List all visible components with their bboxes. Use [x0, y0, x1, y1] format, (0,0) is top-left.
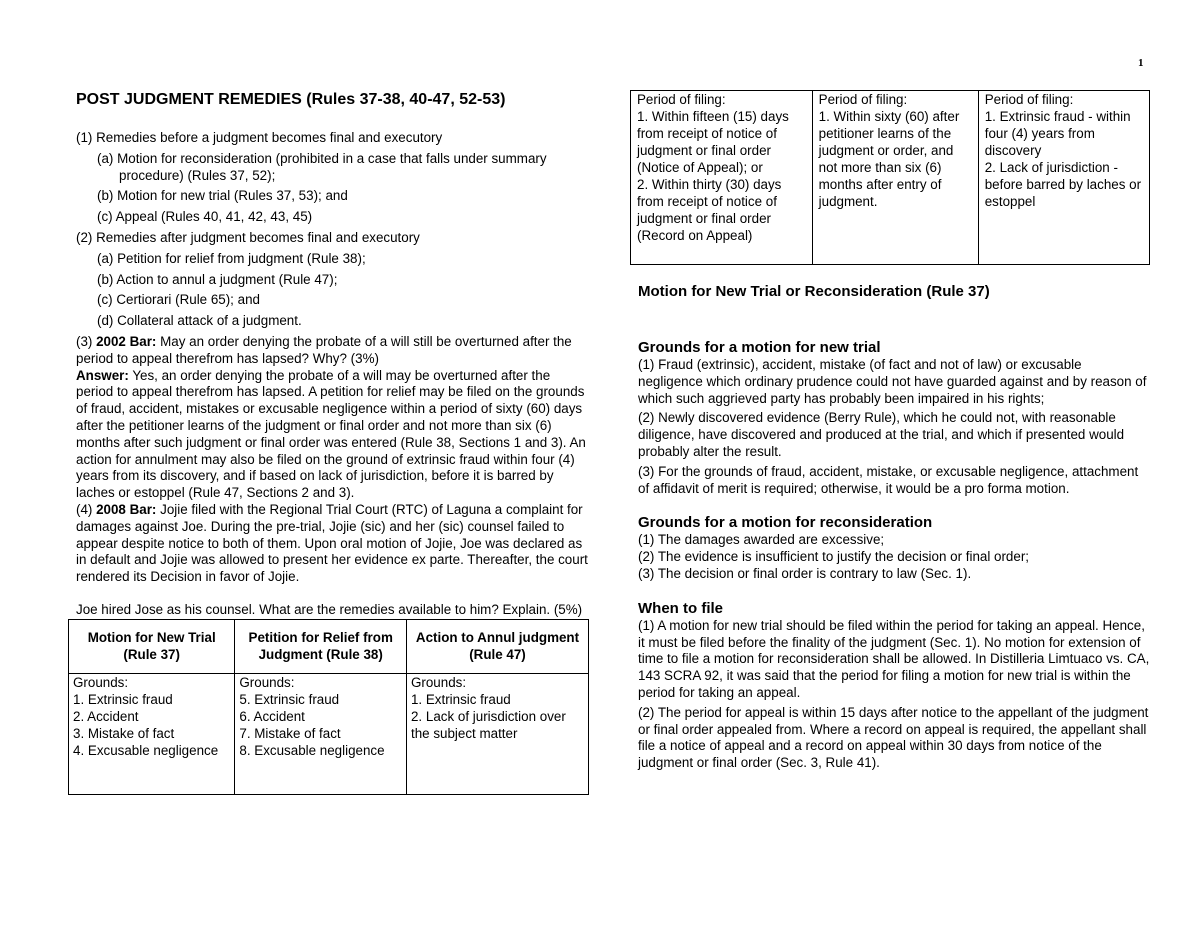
- bar-question-2002: [76, 334, 588, 368]
- paragraph: (1) Fraud (extrinsic), accident, mistake (of fact and not of law) or excusable negligence which ordinary prudence could not have guarded against and by reason of which such aggrieved party has probably been impaired in his rights;: [638, 357, 1147, 406]
- table-cell: [235, 673, 407, 794]
- cell-line: 2. Lack of jurisdiction over the subject matter: [410, 708, 566, 741]
- paragraph: (3) The decision or final order is contrary to law (Sec. 1).: [638, 565, 972, 581]
- paragraph: (3) For the grounds of fraud, accident, mistake, or excusable negligence, attachment of affidavit of merit is required; otherwise, it would be a pro forma motion.: [638, 463, 1139, 496]
- table-header: Motion for New Trial (Rule 37): [69, 619, 235, 673]
- period-cell-new-trial: Period of filing: 1. Within fifteen (15) days from receipt of notice of judgment or final order (Notice of Appeal); or 2. Within thirty (30) days from receipt of notice of judgment or final order (Record on Appeal): [631, 91, 813, 265]
- table-header: Action to Annul judgment (Rule 47): [406, 619, 588, 673]
- cell-line: 3. Mistake of fact: [73, 725, 175, 741]
- question-number: (4): [76, 501, 97, 517]
- left-column: [73, 90, 588, 795]
- answer-label: Answer:: [76, 367, 129, 383]
- remedy-item: (a) Motion for reconsideration (prohibited in a case that falls under summary procedure) (Rules 37, 52);: [97, 150, 547, 183]
- period-cell-annul: Period of filing: 1. Extrinsic fraud - within four (4) years from discovery 2. Lack of jurisdiction - before barred by laches or estoppel: [978, 91, 1149, 265]
- cell-line: 8. Excusable negligence: [239, 742, 385, 758]
- section-heading-when-to-file: When to file: [638, 599, 723, 617]
- remedy-item: (b) Motion for new trial (Rules 37, 53); and: [97, 188, 348, 204]
- cell-line: 5. Extrinsic fraud: [239, 691, 340, 707]
- cell-line: 6. Accident: [239, 708, 305, 724]
- section-heading-reconsideration: Grounds for a motion for reconsideration: [638, 514, 933, 532]
- remedy-item: (a) Petition for relief from judgment (Rule 38);: [97, 250, 366, 266]
- remedy-item: (c) Appeal (Rules 40, 41, 42, 43, 45): [97, 209, 313, 225]
- page-number: 1: [1138, 57, 1144, 69]
- question-number: (3): [76, 333, 97, 349]
- bar-question-followup: Joe hired Jose as his counsel. What are the remedies available to him? Explain. (5%): [76, 601, 583, 617]
- cell-line: Grounds:: [239, 674, 295, 690]
- paragraph: (2) Newly discovered evidence (Berry Rule), which he could not, with reasonable diligence, have discovered and produced at the trial, and which if presented would probably alter the result.: [638, 410, 1125, 459]
- cell-line: 4. Excusable negligence: [73, 742, 219, 758]
- bar-label: 2002 Bar:: [96, 333, 157, 349]
- paragraph: (1) A motion for new trial should be filed within the period for taking an appeal. Hence, it must be filed before the finality of the judgment (Sec. 1). No motion for extension of time to file a motion for reconsideration shall be allowed. In Distilleria Limtuaco vs. CA, 143 SCRA 92, it was said that the period for filing a motion for new trial is within the period for taking an appeal.: [638, 617, 1150, 700]
- cell-line: 2. Accident: [73, 708, 139, 724]
- period-cell-petition-relief: Period of filing: 1. Within sixty (60) after petitioner learns of the judgment or order, and not more than six (6) months after entry of judgment.: [812, 91, 978, 265]
- paragraph: (2) The evidence is insufficient to justify the decision or final order;: [638, 549, 1030, 565]
- period-of-filing-table: [630, 90, 1150, 265]
- table-header: Petition for Relief from Judgment (Rule 38): [235, 619, 407, 673]
- cell-line: 1. Extrinsic fraud: [410, 691, 511, 707]
- section-heading-rule37: Motion for New Trial or Reconsideration (Rule 37): [638, 283, 990, 300]
- cell-line: Grounds:: [410, 674, 467, 690]
- cell-line: 1. Extrinsic fraud: [73, 691, 173, 707]
- section-heading-new-trial: Grounds for a motion for new trial: [638, 339, 881, 356]
- table-cell: [69, 673, 235, 794]
- cell-line: 7. Mistake of fact: [239, 725, 341, 741]
- cell-line: Grounds:: [73, 674, 129, 690]
- remedy-item: (c) Certiorari (Rule 65); and: [97, 292, 260, 308]
- document-title: POST JUDGMENT REMEDIES (Rules 37-38, 40-47, 52-53): [76, 91, 506, 108]
- remedies-after-heading: (2) Remedies after judgment becomes final and executory: [76, 229, 420, 245]
- answer-text: Yes, an order denying the probate of a will may be overturned after the period to appeal therefrom has lapsed. A petition for relief may be filed on the grounds of fraud, accident, mistakes or excusable negligence within a period of sixty (60) days after the petitioner learns of the judgment or final order and not more than six (6) months after such judgment or final order was entered (Rule 38, Sections 1 and 3). An action for annulment may also be filed on the ground of extrinsic fraud within four (4) years from its discovery, and if based on lack of jurisdiction, before it is barred by laches or estoppel (Rule 47, Sections 2 and 3).: [76, 367, 586, 501]
- remedies-before-heading: (1) Remedies before a judgment becomes final and executory: [76, 130, 443, 145]
- remedy-item: (b) Action to annul a judgment (Rule 47);: [97, 271, 338, 287]
- bar-label: 2008 Bar:: [96, 501, 157, 517]
- remedy-item: (d) Collateral attack of a judgment.: [97, 313, 302, 329]
- bar-answer-2002: [76, 368, 588, 502]
- question-text: Jojie filed with the Regional Trial Court (RTC) of Laguna a complaint for damages against Joe. During the pre-trial, Jojie (sic) and her (sic) counsel failed to appear despite notice to both of them. Upon oral motion of Jojie, Joe was declared as in default and Jojie was allowed to present her evidence ex parte. Thereafter, the court rendered its Decision in favor of Jojie.: [76, 501, 588, 585]
- table-cell: [406, 673, 588, 794]
- paragraph: (1) The damages awarded are excessive;: [638, 532, 885, 548]
- question-text: May an order denying the probate of a will still be overturned after the period to appeal therefrom has lapsed? Why? (3%): [76, 333, 572, 366]
- paragraph: (2) The period for appeal is within 15 days after notice to the appellant of the judgment or final order appealed from. Where a record on appeal is required, the appellant shall file a notice of appeal and a record on appeal within 30 days from notice of the judgment or final order (Sec. 3, Rule 41).: [638, 704, 1149, 771]
- remedies-grounds-table: [68, 619, 589, 795]
- right-column: [630, 90, 1150, 772]
- bar-question-2008: [76, 502, 588, 586]
